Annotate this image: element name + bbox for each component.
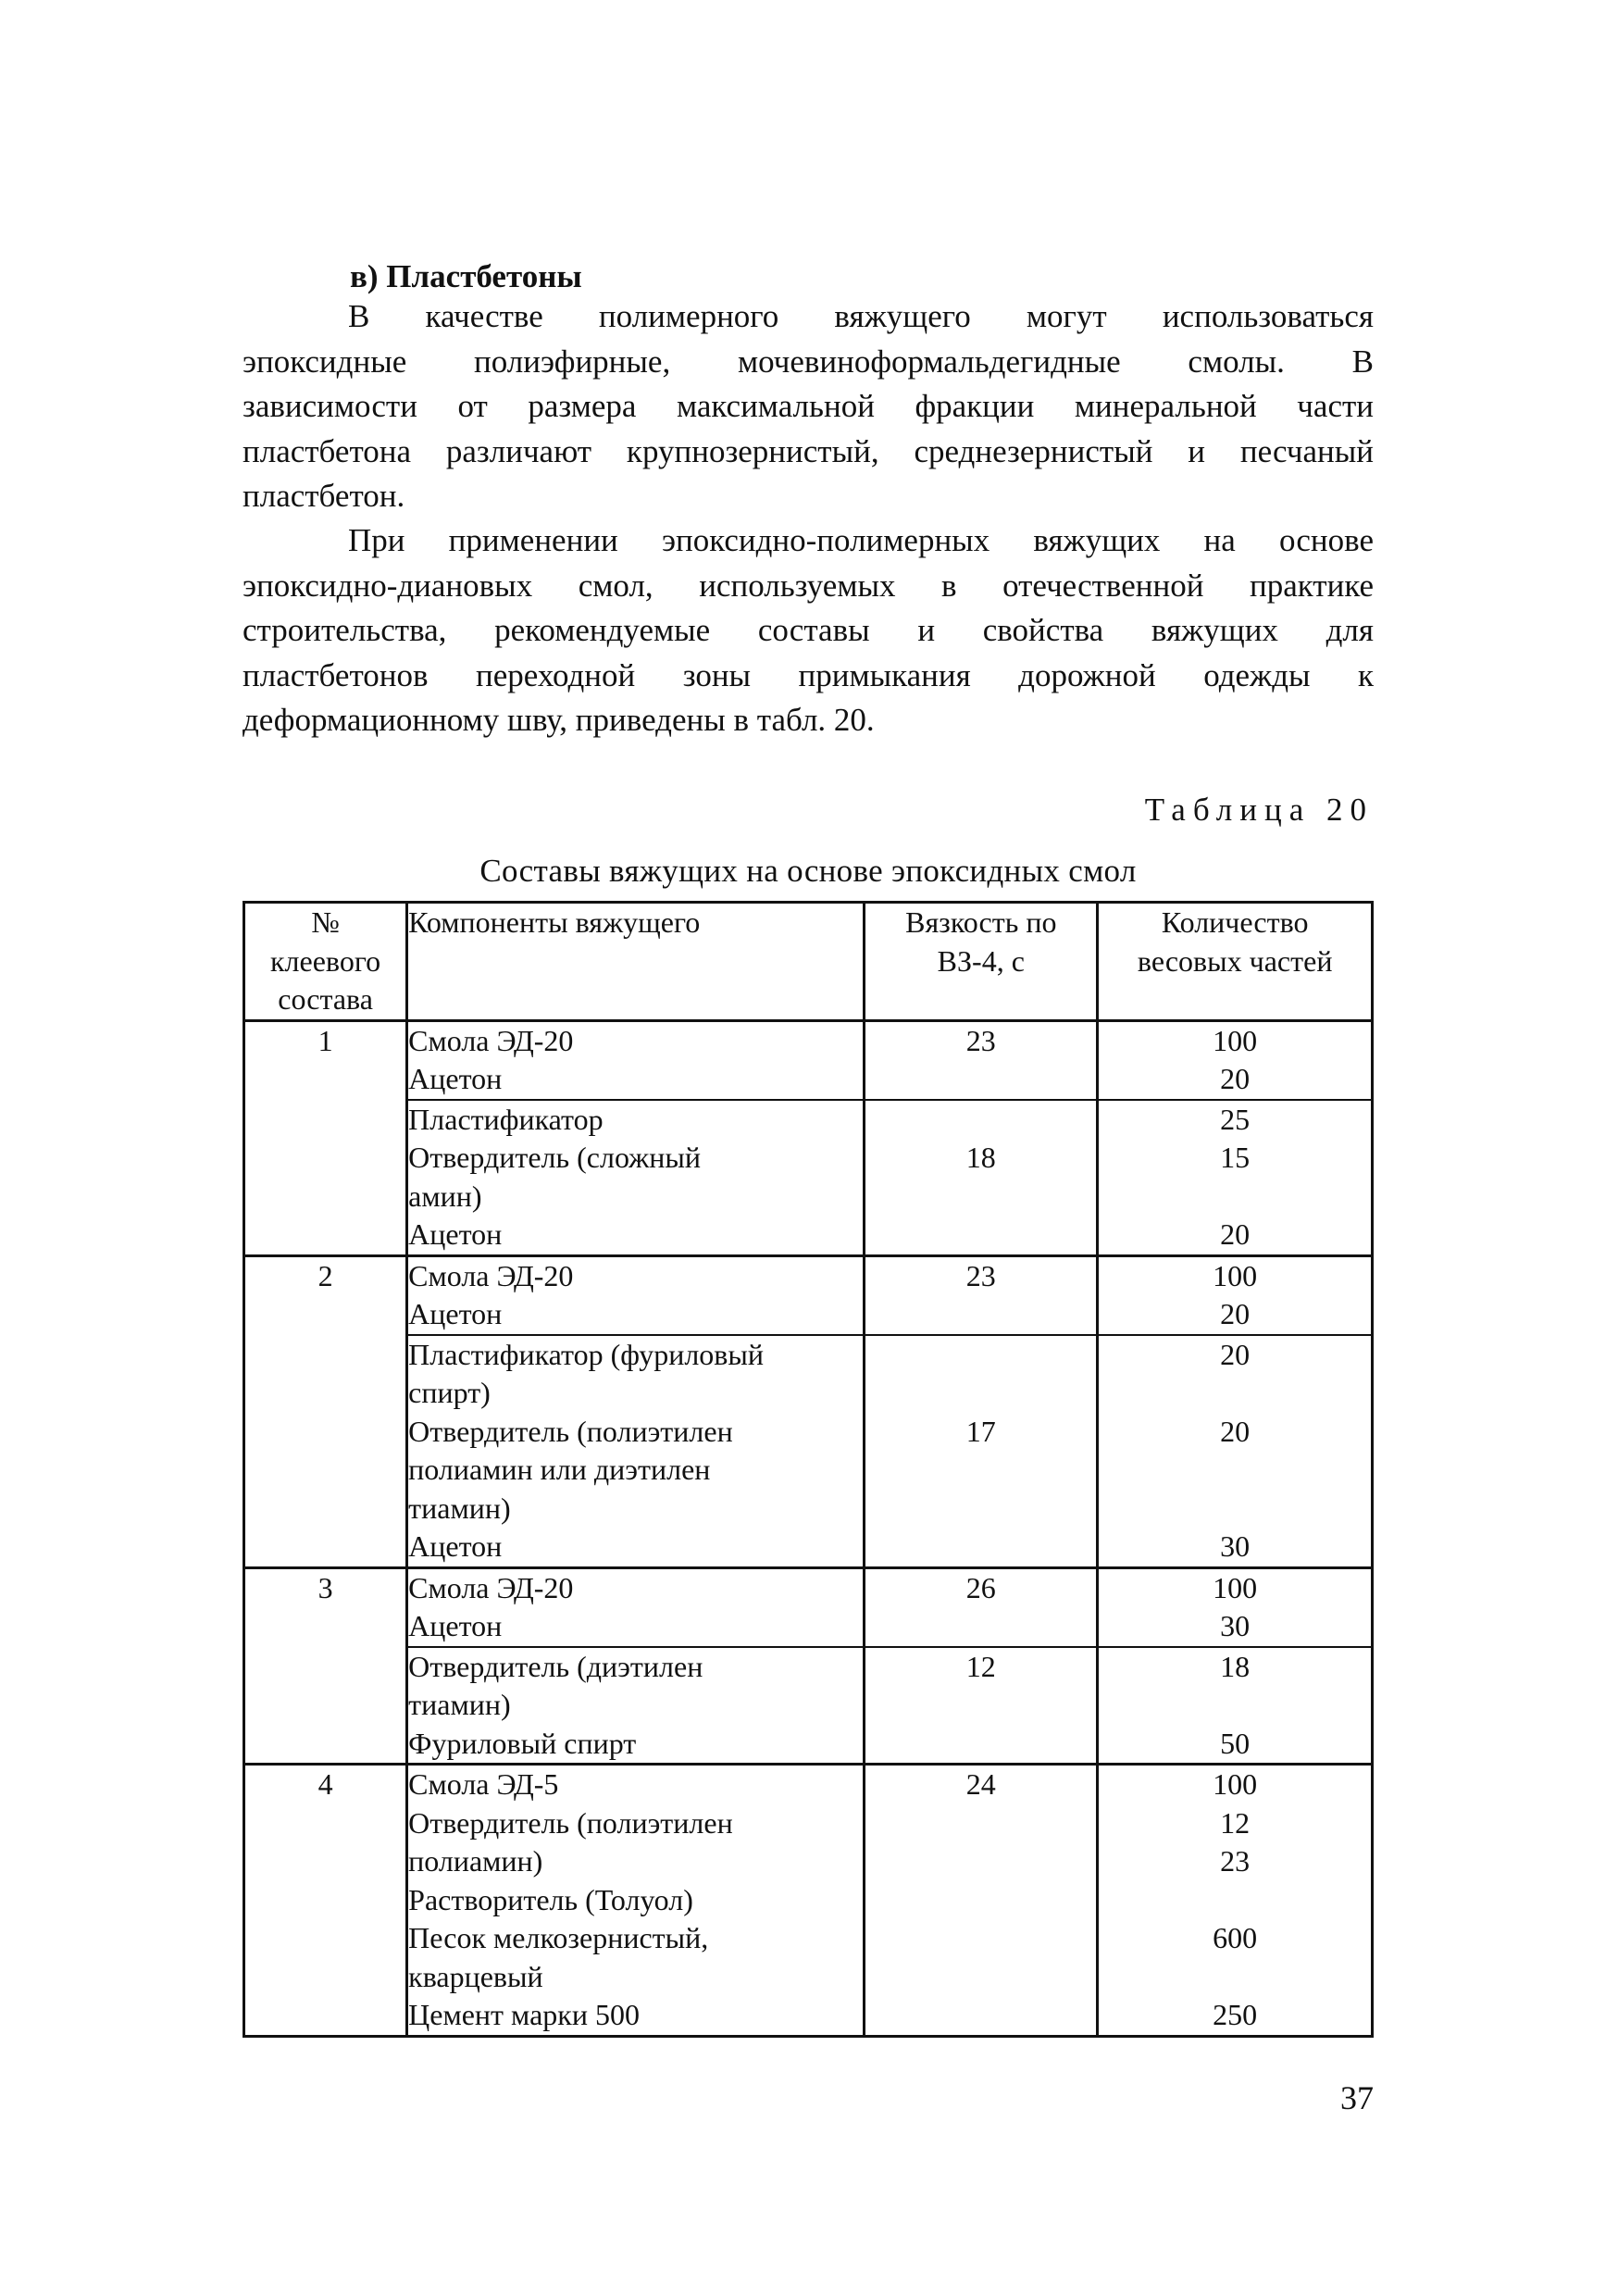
viscosity-value <box>865 1528 1096 1566</box>
quantity-cell <box>1098 1255 1373 1335</box>
header-quantity <box>1098 903 1373 1021</box>
component-line: полиамин) <box>408 1844 543 1878</box>
viscosity-value <box>865 1842 1096 1881</box>
quantity-value: 100 <box>1213 1023 1258 1057</box>
component-line: Ацетон <box>408 1297 503 1330</box>
quantity-cell <box>1098 1100 1373 1256</box>
quantity-cell <box>1098 1647 1373 1765</box>
paragraph-line: эпоксидно-диановых смол, используемых в отечественной практике <box>243 567 1374 604</box>
component-line: Отвердитель (полиэтилен <box>408 1805 733 1840</box>
component-line: Отвердитель (полиэтилен <box>408 1414 733 1448</box>
viscosity-value: 17 <box>965 1414 996 1448</box>
viscosity-value <box>865 1919 1096 1958</box>
viscosity-value <box>865 1101 1096 1140</box>
viscosity-value <box>865 1958 1096 1997</box>
viscosity-cell <box>865 1020 1098 1100</box>
viscosity-value <box>865 1216 1096 1254</box>
quantity-cell <box>1098 1567 1373 1647</box>
component-line: Ацетон <box>408 1217 503 1251</box>
component-line: полиамин или диэтилен <box>408 1453 711 1486</box>
paragraph-line: В качестве полимерного вяжущего могут использоваться <box>348 298 1374 334</box>
quantity-cell <box>1098 1020 1373 1100</box>
quantity-value: 25 <box>1220 1102 1251 1136</box>
viscosity-cell <box>865 1647 1098 1765</box>
viscosity-value: 23 <box>965 1023 996 1057</box>
paragraph-line: зависимости от размера максимальной фракции минеральной части <box>243 388 1374 424</box>
quantity-value: 12 <box>1220 1805 1251 1840</box>
quantity-value: 20 <box>1220 1414 1251 1448</box>
component-line: Смола ЭД-5 <box>408 1767 559 1801</box>
viscosity-value <box>865 1686 1096 1725</box>
viscosity-value: 23 <box>965 1258 996 1292</box>
viscosity-value <box>865 1178 1096 1217</box>
component-line: Смола ЭД-20 <box>408 1258 574 1292</box>
table-row <box>244 1020 1373 1100</box>
component-line: Растворитель (Толуол) <box>408 1882 693 1916</box>
quantity-value <box>1099 1178 1371 1217</box>
viscosity-value <box>865 1336 1096 1375</box>
paragraph-line: пластбетон. <box>243 478 405 514</box>
header-line: № <box>311 905 340 939</box>
component-line: Отвердитель (сложный <box>408 1141 701 1174</box>
header-viscosity <box>865 903 1098 1021</box>
table-title: Составы вяжущих на основе эпоксидных смол <box>479 853 1137 889</box>
viscosity-value: 12 <box>965 1649 996 1683</box>
component-cell <box>407 1255 865 1335</box>
component-line: Пластификатор <box>408 1102 604 1136</box>
quantity-value: 100 <box>1213 1767 1258 1801</box>
component-line: Фуриловый спирт <box>408 1726 637 1760</box>
paragraph-line: эпоксидные полиэфирные, мочевиноформальдегидные смолы. В <box>243 343 1374 380</box>
component-cell <box>407 1765 865 2037</box>
quantity-value: 20 <box>1220 1217 1251 1251</box>
component-line: Ацетон <box>408 1062 503 1095</box>
header-line: состава <box>278 982 373 1016</box>
table-row <box>244 1647 1373 1765</box>
viscosity-value <box>865 1804 1096 1843</box>
component-line: тиамин) <box>408 1491 511 1525</box>
header-number <box>244 903 407 1021</box>
component-line: Песок мелкозернистый, <box>408 1921 709 1954</box>
composition-number: 4 <box>244 1765 407 2037</box>
viscosity-value <box>865 1451 1096 1490</box>
component-line: амин) <box>408 1179 482 1213</box>
viscosity-cell <box>865 1255 1098 1335</box>
table-row <box>244 1765 1373 2037</box>
quantity-value <box>1099 1374 1371 1413</box>
header-line: Количество <box>1161 905 1309 939</box>
quantity-value: 50 <box>1220 1726 1251 1760</box>
component-line: Ацетон <box>408 1609 503 1642</box>
viscosity-value <box>865 1060 1096 1099</box>
table-row <box>244 1567 1373 1647</box>
quantity-value <box>1099 1958 1371 1997</box>
component-line: Смола ЭД-20 <box>408 1023 574 1057</box>
header-line: весовых частей <box>1137 943 1333 978</box>
viscosity-cell <box>865 1335 1098 1568</box>
quantity-value: 15 <box>1220 1141 1251 1174</box>
header-line: клеевого <box>270 943 381 978</box>
quantity-value: 30 <box>1220 1529 1251 1563</box>
viscosity-value <box>865 1374 1096 1413</box>
component-line: Отвердитель (диэтилен <box>408 1649 703 1683</box>
paragraph-line: деформационному шву, приведены в табл. 20. <box>243 702 875 738</box>
viscosity-value <box>865 1881 1096 1920</box>
component-line: кварцевый <box>408 1959 543 1993</box>
component-cell <box>407 1567 865 1647</box>
header-line: Вязкость по <box>905 905 1057 939</box>
component-line: Смола ЭД-20 <box>408 1570 574 1604</box>
viscosity-cell <box>865 1765 1098 2037</box>
table-row <box>244 1255 1373 1335</box>
component-line: Ацетон <box>408 1529 503 1563</box>
quantity-value: 20 <box>1220 1062 1251 1095</box>
viscosity-cell <box>865 1100 1098 1256</box>
viscosity-cell <box>865 1567 1098 1647</box>
composition-number: 2 <box>244 1255 407 1567</box>
viscosity-value <box>865 1725 1096 1764</box>
header-components: Компоненты вяжущего <box>407 903 865 1021</box>
header-line: ВЗ-4, с <box>937 943 1025 978</box>
quantity-value: 250 <box>1213 1998 1258 2031</box>
composition-table <box>243 901 1374 2038</box>
component-line: спирт) <box>408 1376 491 1409</box>
quantity-value <box>1099 1686 1371 1725</box>
quantity-value: 600 <box>1213 1921 1258 1954</box>
component-cell <box>407 1647 865 1765</box>
table-label: Таблица 20 <box>1144 792 1374 828</box>
quantity-value: 100 <box>1213 1258 1258 1292</box>
page-number: 37 <box>1340 2079 1374 2116</box>
paragraph-2 <box>243 518 1374 743</box>
quantity-value <box>1099 1490 1371 1529</box>
quantity-cell <box>1098 1335 1373 1568</box>
viscosity-value <box>865 1607 1096 1646</box>
viscosity-value <box>865 1996 1096 2035</box>
quantity-value: 20 <box>1220 1337 1251 1371</box>
component-cell <box>407 1335 865 1568</box>
viscosity-value: 18 <box>965 1141 996 1174</box>
quantity-cell <box>1098 1765 1373 2037</box>
paragraph-line: пластбетона различают крупнозернистый, среднезернистый и песчаный <box>243 432 1374 469</box>
quantity-value: 18 <box>1220 1649 1251 1683</box>
table-header-row <box>244 903 1373 1021</box>
quantity-value <box>1099 1881 1371 1920</box>
quantity-value: 100 <box>1213 1570 1258 1604</box>
quantity-value: 30 <box>1220 1609 1251 1642</box>
component-cell <box>407 1100 865 1256</box>
component-line: Пластификатор (фуриловый <box>408 1337 765 1371</box>
table-row <box>244 1335 1373 1568</box>
component-line: Цемент марки 500 <box>408 1998 640 2031</box>
composition-number: 3 <box>244 1567 407 1765</box>
composition-number: 1 <box>244 1020 407 1255</box>
section-heading: в) Пластбетоны <box>350 258 582 294</box>
quantity-value: 20 <box>1220 1297 1251 1330</box>
component-line: тиамин) <box>408 1688 511 1721</box>
viscosity-value <box>865 1490 1096 1529</box>
viscosity-value: 24 <box>965 1767 996 1801</box>
quantity-value: 23 <box>1220 1844 1251 1878</box>
viscosity-value: 26 <box>965 1570 996 1604</box>
paragraph-1 <box>243 294 1374 519</box>
paragraph-line: При применении эпоксидно-полимерных вяжущих на основе <box>348 522 1374 558</box>
quantity-value <box>1099 1451 1371 1490</box>
viscosity-value <box>865 1295 1096 1334</box>
paragraph-line: пластбетонов переходной зоны примыкания дорожной одежды к <box>243 656 1374 693</box>
paragraph-line: строительства, рекомендуемые составы и свойства вяжущих для <box>243 612 1374 648</box>
component-cell <box>407 1020 865 1100</box>
table-row <box>244 1100 1373 1256</box>
